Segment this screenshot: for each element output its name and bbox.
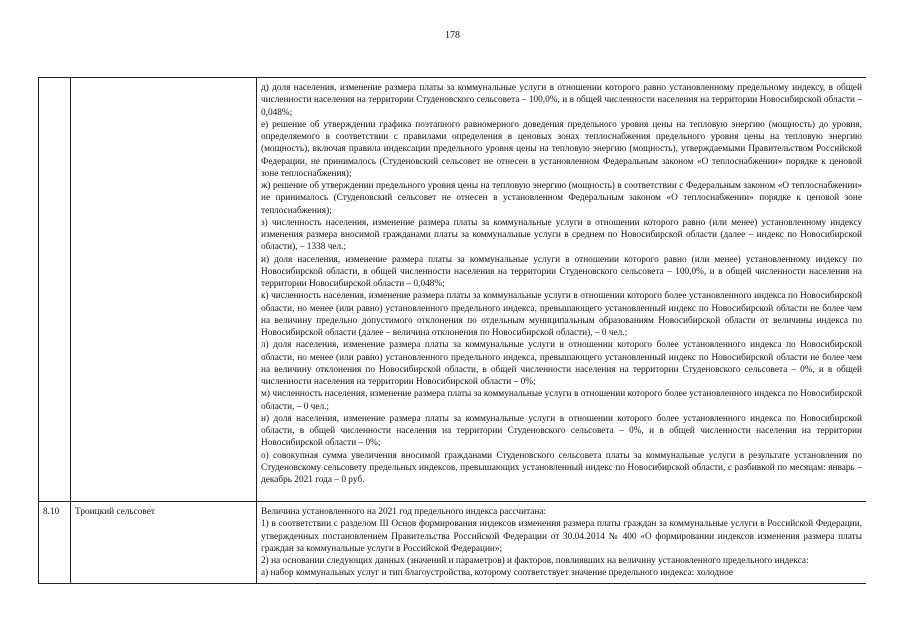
paragraph-intro: Величина установленного на 2021 год предельного индекса рассчитана: <box>261 507 547 517</box>
paragraph-e: е) решение об утверждении графика поэтапного равномерного доведения предельного уровня цены на тепловую энергию (мощность) до уровня, определяемого в соответствии с правилами определения в ценовых зонах теплоснабжения предельного уровня цены на тепловую энергию (мощность), включая правила индексации предельного уровня цены на тепловую энергию (мощность), утверждаемыми Правительством Российской Федерации, не принималось (Студеновский сельсовет не отнесен в установленном Федеральным законом «О теплоснабжении» порядке к ценовой зоне теплоснабжения); <box>261 119 862 179</box>
paragraph-d: д) доля населения, изменение размера платы за коммунальные услуги в отношении которого равно установленному предельному индексу, в общей численности населения на территории Студеновского сельсовета – 100,0%, и в общей численности населения на территории Новосибирской области – 0,048%; <box>261 83 862 118</box>
row-name-cell: Троицкий сельсовет <box>71 502 257 584</box>
page-number: 178 <box>445 30 460 41</box>
paragraph-k: к) численность населения, изменение размера платы за коммунальные услуги в отношении которого более установленного индекса по Новосибирской области, но менее (или равно) установленного предельного индекса, превышающего установленный индекс по Новосибирской области не более чем на величину предельно допустимого отклонения по отдельным муниципальным образованиям Новосибирской области от величины индекса по Новосибирской области (далее – величина отклонения по Новосибирской области), – 0 чел.; <box>261 291 862 338</box>
paragraph-i: и) доля населения, изменение размера платы за коммунальные услуги в отношении которого равно (или менее) установленному индексу по Новосибирской области, в общей численности населения на территории Студеновского сельсовета – 100,0%, и в общей численности населения на территории Новосибирской области – 0,048%; <box>261 254 862 289</box>
paragraph-2: 2) на основании следующих данных (значений и параметров) и факторов, повлиявших на величину установленного предельного индекса: <box>261 556 809 566</box>
row-text-cell <box>257 78 867 502</box>
row-text-cell <box>257 502 867 584</box>
table-row <box>39 78 867 502</box>
row-number-cell: 8.10 <box>39 502 71 584</box>
paragraph-l: л) доля населения, изменение размера платы за коммунальные услуги в отношении которого более установленного индекса по Новосибирской области, но менее (или равно) установленного предельного индекса, превышающего установленный индекс по Новосибирской области не более чем на величину отклонения по Новосибирской области, в общей численности населения на территории Студеновского сельсовета – 0%, и в общей численности населения на территории Новосибирской области – 0%; <box>261 340 862 387</box>
paragraph-m: м) численность населения, изменение размера платы за коммунальные услуги в отношении которого более установленного индекса по Новосибирской области, – 0 чел.; <box>261 389 862 412</box>
paragraph-o: о) совокупная сумма увеличения вносимой гражданами Студеновского сельсовета платы за коммунальные услуги в результате установления по Студеновскому сельсовету предельных индексов, превышающих установленный индекс по Новосибирской области, с разбивкой по месяцам: январь – декабрь 2021 года – 0 руб. <box>261 450 862 485</box>
table-row <box>39 502 867 584</box>
paragraph-1: 1) в соответствии с разделом III Основ формирования индексов изменения размера платы граждан за коммунальные услуги в Российской Федерации, утвержденных постановлением Правительства Российской Федерации от 30.04.2014 № 400 «О формировании индексов изменения размера платы граждан за коммунальные услуги в Российской Федерации»; <box>261 519 862 554</box>
document-table <box>38 77 866 584</box>
paragraph-n: н) доля населения, изменение размера платы за коммунальные услуги в отношении которого более установленного индекса по Новосибирской области, в общей численности населения на территории Студеновского сельсовета – 0%, и в общей численности населения на территории Новосибирской области – 0%; <box>261 413 862 449</box>
paragraph-zh: ж) решение об утверждении предельного уровня цены на тепловую энергию (мощность) в соответствии с Федеральным законом «О теплоснабжении» не принималось (Студеновский сельсовет не отнесен в установленном Федеральным законом «О теплоснабжении» порядке к ценовой зоне теплоснабжения); <box>261 181 862 216</box>
paragraph-a: а) набор коммунальных услуг и тип благоустройства, которому соответствует значение предельного индекса: холодное <box>261 568 734 579</box>
row-number-cell <box>39 78 71 502</box>
document-table-wrapper <box>38 77 866 607</box>
row-name-cell <box>71 78 257 502</box>
paragraph-z: з) численность населения, изменение размера платы за коммунальные услуги в отношении которого равно (или менее) установленному индексу изменения размера вносимой гражданами платы за коммунальные услуги в среднем по Новосибирской области (далее – индекс по Новосибирской области), – 1338 чел.; <box>261 217 862 253</box>
